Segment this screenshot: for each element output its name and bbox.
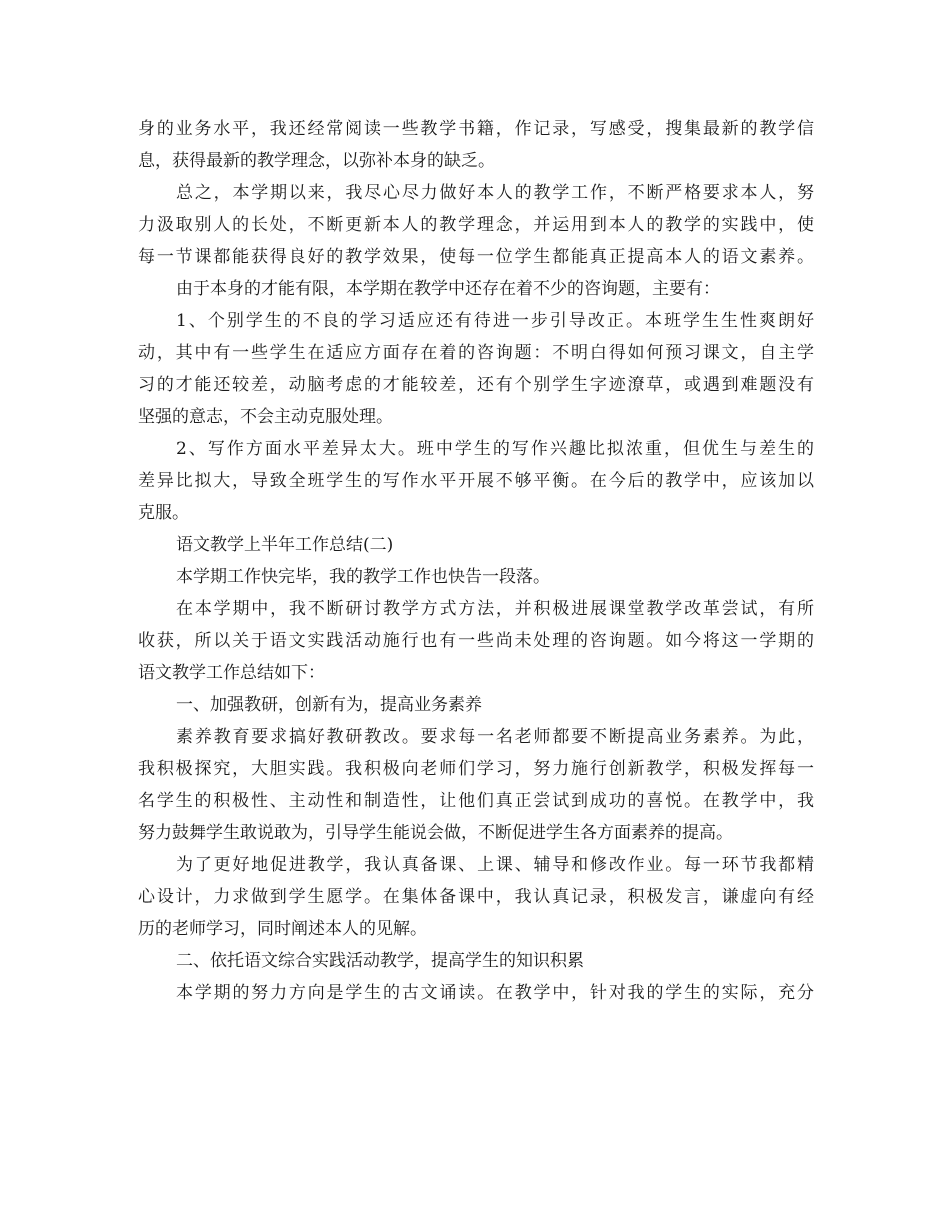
- text-line: 身的业务水平，我还经常阅读一些教学书籍，作记录，写感受，搜集最新的教学信: [138, 119, 814, 139]
- text-line: 由于本身的才能有限，本学期在教学中还存在着不少的咨询题，主要有：: [176, 279, 720, 299]
- text-line: 力汲取别人的长处，不断更新本人的教学理念，并运用到本人的教学的实践中，使: [138, 215, 814, 235]
- text-line: 2、写作方面水平差异太大。班中学生的写作兴趣比拟浓重，但优生与差生的: [176, 439, 814, 459]
- text-line: 努力鼓舞学生敢说敢为，引导学生能说会做，不断促进学生各方面素养的提高。: [138, 823, 733, 843]
- text-line: 习的才能还较差，动脑考虑的才能较差，还有个别学生字迹潦草，或遇到难题没有: [138, 375, 814, 395]
- text-line: 1、个别学生的不良的学习适应还有待进一步引导改正。本班学生生性爽朗好: [176, 311, 814, 331]
- text-line: 为了更好地促进教学，我认真备课、上课、辅导和修改作业。每一环节我都精: [176, 855, 814, 875]
- text-line: 动，其中有一些学生在适应方面存在着的咨询题：不明白得如何预习课文，自主学: [138, 343, 814, 363]
- text-line: 差异比拟大，导致全班学生的写作水平开展不够平衡。在今后的教学中，应该加以: [138, 471, 814, 491]
- text-line: 息，获得最新的教学理念，以弥补本身的缺乏。: [138, 151, 495, 171]
- text-line: 总之，本学期以来，我尽心尽力做好本人的教学工作，不断严格要求本人，努: [176, 183, 814, 203]
- text-line: 收获，所以关于语文实践活动施行也有一些尚未处理的咨询题。如今将这一学期的: [138, 631, 814, 651]
- text-line: 每一节课都能获得良好的教学效果，使每一位学生都能真正提高本人的语文素养。: [138, 247, 814, 267]
- text-line: 在本学期中，我不断研讨教学方式方法，并积极进展课堂教学改革尝试，有所: [176, 599, 814, 619]
- text-line: 心设计，力求做到学生愿学。在集体备课中，我认真记录，积极发言，谦虚向有经: [138, 887, 814, 907]
- text-line: 历的老师学习，同时阐述本人的见解。: [138, 919, 427, 939]
- text-line: 二、依托语文综合实践活动教学，提高学生的知识积累: [176, 951, 584, 971]
- text-line: 克服。: [138, 503, 189, 523]
- text-line: 语文教学上半年工作总结(二): [176, 535, 394, 555]
- document-body: [138, 113, 814, 1009]
- text-line: 名学生的积极性、主动性和制造性，让他们真正尝试到成功的喜悦。在教学中，我: [138, 791, 814, 811]
- text-line: 我积极探究，大胆实践。我积极向老师们学习，努力施行创新教学，积极发挥每一: [138, 759, 814, 779]
- text-line: 一、加强教研，创新有为，提高业务素养: [176, 695, 482, 715]
- text-line: 素养教育要求搞好教研教改。要求每一名老师都要不断提高业务素养。为此，: [176, 727, 814, 747]
- text-line: 语文教学工作总结如下：: [138, 663, 325, 683]
- text-line: 本学期的努力方向是学生的古文诵读。在教学中，针对我的学生的实际，充分: [176, 983, 814, 1003]
- text-line: 坚强的意志，不会主动克服处理。: [138, 407, 393, 427]
- text-line: 本学期工作快完毕，我的教学工作也快告一段落。: [176, 567, 550, 587]
